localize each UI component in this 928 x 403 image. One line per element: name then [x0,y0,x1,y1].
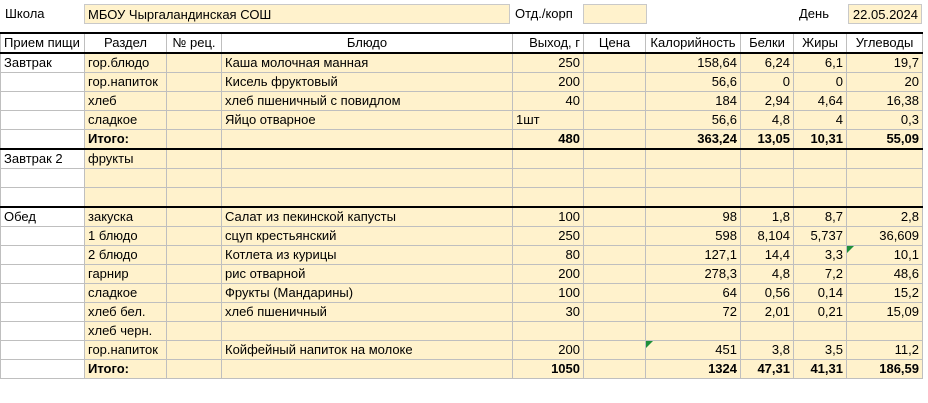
school-value-cell[interactable]: МБОУ Чыргаландинская СОШ [84,4,510,24]
output-cell[interactable]: 250 [513,226,584,245]
meal-cell[interactable] [1,169,85,188]
section-cell[interactable]: 2 блюдо [85,245,167,264]
carbs-cell[interactable] [847,149,923,169]
dish-cell[interactable] [222,188,513,207]
recipe-no-cell[interactable] [167,111,222,130]
calories-cell[interactable]: 72 [646,302,741,321]
table-row [1,245,923,264]
carbs-cell[interactable]: 15,2 [847,283,923,302]
recipe-no-cell[interactable] [167,264,222,283]
col-header-meal: Прием пищи [1,33,85,53]
meal-cell[interactable] [1,321,85,340]
dish-cell[interactable] [222,169,513,188]
fat-cell[interactable]: 4,64 [794,92,847,111]
col-header-dish: Блюдо [222,33,513,53]
table-row [1,149,923,169]
section-cell[interactable]: хлеб бел. [85,302,167,321]
fat-cell[interactable]: 0,14 [794,283,847,302]
output-cell[interactable] [513,321,584,340]
output-cell[interactable]: 200 [513,264,584,283]
fat-cell[interactable] [794,149,847,169]
meal-cell[interactable]: Завтрак [1,53,85,73]
price-cell[interactable] [584,245,646,264]
carbs-cell[interactable]: 48,6 [847,264,923,283]
col-header-output: Выход, г [513,33,584,53]
dish-cell[interactable]: рис отварной [222,264,513,283]
col-header-protein: Белки [741,33,794,53]
section-cell[interactable]: фрукты [85,149,167,169]
recipe-no-cell[interactable] [167,188,222,207]
price-cell[interactable] [584,283,646,302]
meal-cell[interactable] [1,92,85,111]
protein-cell[interactable] [741,188,794,207]
table-row [1,302,923,321]
price-cell[interactable] [584,302,646,321]
price-cell[interactable] [584,149,646,169]
price-cell[interactable] [584,264,646,283]
protein-cell[interactable]: 0 [741,73,794,92]
section-cell[interactable]: хлеб [85,92,167,111]
output-cell[interactable]: 480 [513,130,584,150]
protein-cell[interactable] [741,169,794,188]
calories-cell[interactable]: 278,3 [646,264,741,283]
dish-cell[interactable]: Яйцо отварное [222,111,513,130]
price-cell[interactable] [584,340,646,359]
protein-cell[interactable]: 8,104 [741,226,794,245]
fat-cell[interactable]: 4 [794,111,847,130]
calories-cell[interactable]: 184 [646,92,741,111]
price-cell[interactable] [584,92,646,111]
recipe-no-cell[interactable] [167,321,222,340]
protein-cell[interactable]: 3,8 [741,340,794,359]
section-cell[interactable]: сладкое [85,283,167,302]
section-cell[interactable]: Итого: [85,130,167,150]
dish-cell[interactable]: хлеб пшеничный [222,302,513,321]
section-cell[interactable]: хлеб черн. [85,321,167,340]
section-cell[interactable] [85,169,167,188]
output-cell[interactable]: 200 [513,340,584,359]
fat-cell[interactable]: 0,21 [794,302,847,321]
column-header-row [1,33,923,53]
col-header-carbs: Углеводы [847,33,923,53]
carbs-cell[interactable]: 15,09 [847,302,923,321]
carbs-cell[interactable] [847,169,923,188]
section-cell[interactable] [85,188,167,207]
price-cell[interactable] [584,53,646,73]
calories-cell[interactable] [646,149,741,169]
section-cell[interactable]: Итого: [85,359,167,378]
output-cell[interactable]: 1050 [513,359,584,378]
menu-table [0,32,923,379]
output-cell[interactable] [513,188,584,207]
carbs-cell[interactable]: 186,59 [847,359,923,378]
table-row [1,53,923,73]
output-cell[interactable]: 80 [513,245,584,264]
meal-cell[interactable] [1,188,85,207]
carbs-cell[interactable]: 16,38 [847,92,923,111]
calories-cell[interactable]: 451 [646,340,741,359]
col-header-calories: Калорийность [646,33,741,53]
calories-cell[interactable] [646,188,741,207]
section-cell[interactable]: закуска [85,207,167,227]
meal-cell[interactable] [1,359,85,378]
section-cell[interactable]: гор.напиток [85,340,167,359]
recipe-no-cell[interactable] [167,92,222,111]
carbs-cell[interactable] [847,188,923,207]
calories-cell[interactable]: 1324 [646,359,741,378]
dish-cell[interactable]: сцуп крестьянский [222,226,513,245]
fat-cell[interactable] [794,169,847,188]
protein-cell[interactable]: 2,94 [741,92,794,111]
price-cell[interactable] [584,169,646,188]
protein-cell[interactable] [741,149,794,169]
table-row [1,207,923,227]
calories-cell[interactable] [646,321,741,340]
recipe-no-cell[interactable] [167,226,222,245]
calories-cell[interactable]: 56,6 [646,111,741,130]
fat-cell[interactable]: 5,737 [794,226,847,245]
calories-cell[interactable]: 56,6 [646,73,741,92]
recipe-no-cell[interactable] [167,53,222,73]
dept-value-cell[interactable] [583,4,647,24]
recipe-no-cell[interactable] [167,283,222,302]
recipe-no-cell[interactable] [167,245,222,264]
fat-cell[interactable]: 8,7 [794,207,847,227]
col-header-section: Раздел [85,33,167,53]
col-header-recipe-no: № рец. [167,33,222,53]
fat-cell[interactable] [794,188,847,207]
section-cell[interactable]: гор.напиток [85,73,167,92]
carbs-cell[interactable] [847,321,923,340]
price-cell[interactable] [584,111,646,130]
total-row [1,130,923,150]
recipe-no-cell[interactable] [167,207,222,227]
protein-cell[interactable]: 1,8 [741,207,794,227]
protein-cell[interactable]: 2,01 [741,302,794,321]
table-row [1,92,923,111]
table-row [1,283,923,302]
fat-cell[interactable]: 0 [794,73,847,92]
output-cell[interactable]: 1шт [513,111,584,130]
output-cell[interactable]: 40 [513,92,584,111]
table-row [1,111,923,130]
price-cell[interactable] [584,226,646,245]
fat-cell[interactable]: 7,2 [794,264,847,283]
dish-cell[interactable] [222,359,513,378]
protein-cell[interactable]: 4,8 [741,111,794,130]
price-cell[interactable] [584,207,646,227]
protein-cell[interactable] [741,321,794,340]
carbs-cell[interactable]: 2,8 [847,207,923,227]
school-label: Школа [5,6,45,21]
recipe-no-cell[interactable] [167,73,222,92]
table-row [1,226,923,245]
output-cell[interactable]: 200 [513,73,584,92]
recipe-no-cell[interactable] [167,340,222,359]
meal-cell[interactable] [1,340,85,359]
total-row [1,359,923,378]
fat-cell[interactable]: 10,31 [794,130,847,150]
carbs-cell[interactable]: 55,09 [847,130,923,150]
carbs-cell[interactable]: 10,1 [847,245,923,264]
recipe-no-cell[interactable] [167,302,222,321]
protein-cell[interactable]: 4,8 [741,264,794,283]
dept-label: Отд./корп [515,6,573,21]
output-cell[interactable]: 30 [513,302,584,321]
meal-cell[interactable] [1,111,85,130]
dish-cell[interactable]: хлеб пшеничный с повидлом [222,92,513,111]
sheet-header [0,0,928,28]
section-cell[interactable]: 1 блюдо [85,226,167,245]
fat-cell[interactable]: 3,3 [794,245,847,264]
calories-cell[interactable] [646,169,741,188]
section-cell[interactable]: гарнир [85,264,167,283]
calories-cell[interactable]: 363,24 [646,130,741,150]
meal-cell[interactable] [1,264,85,283]
dish-cell[interactable] [222,130,513,150]
dish-cell[interactable]: Кисель фруктовый [222,73,513,92]
recipe-no-cell[interactable] [167,130,222,150]
price-cell[interactable] [584,130,646,150]
table-row [1,169,923,188]
dish-cell[interactable] [222,149,513,169]
dish-cell[interactable]: Салат из пекинской капусты [222,207,513,227]
carbs-cell[interactable]: 0,3 [847,111,923,130]
meal-cell[interactable]: Обед [1,207,85,227]
table-row [1,73,923,92]
calories-cell[interactable]: 158,64 [646,53,741,73]
carbs-cell[interactable]: 36,609 [847,226,923,245]
dish-cell[interactable] [222,321,513,340]
fat-cell[interactable]: 3,5 [794,340,847,359]
calories-cell[interactable]: 64 [646,283,741,302]
price-cell[interactable] [584,321,646,340]
fat-cell[interactable]: 6,1 [794,53,847,73]
dish-cell[interactable]: Койфейный напиток на молоке [222,340,513,359]
protein-cell[interactable]: 47,31 [741,359,794,378]
dish-cell[interactable]: Фрукты (Мандарины) [222,283,513,302]
calories-cell[interactable]: 127,1 [646,245,741,264]
col-header-price: Цена [584,33,646,53]
fat-cell[interactable] [794,321,847,340]
calories-cell[interactable]: 98 [646,207,741,227]
fat-cell[interactable]: 41,31 [794,359,847,378]
protein-cell[interactable]: 0,56 [741,283,794,302]
meal-cell[interactable] [1,73,85,92]
day-label: День [799,6,829,21]
table-row [1,188,923,207]
carbs-cell[interactable]: 11,2 [847,340,923,359]
meal-cell[interactable] [1,226,85,245]
protein-cell[interactable]: 13,05 [741,130,794,150]
meal-cell[interactable] [1,283,85,302]
protein-cell[interactable]: 14,4 [741,245,794,264]
table-row [1,321,923,340]
output-cell[interactable] [513,169,584,188]
recipe-no-cell[interactable] [167,149,222,169]
carbs-cell[interactable]: 19,7 [847,53,923,73]
table-row [1,340,923,359]
meal-cell[interactable]: Завтрак 2 [1,149,85,169]
output-cell[interactable]: 100 [513,283,584,302]
day-value-cell[interactable]: 22.05.2024 [848,4,922,24]
carbs-cell[interactable]: 20 [847,73,923,92]
output-cell[interactable]: 100 [513,207,584,227]
table-row [1,264,923,283]
protein-cell[interactable]: 6,24 [741,53,794,73]
col-header-fat: Жиры [794,33,847,53]
meal-cell[interactable] [1,245,85,264]
price-cell[interactable] [584,188,646,207]
dish-cell[interactable]: Котлета из курицы [222,245,513,264]
meal-cell[interactable] [1,130,85,150]
section-cell[interactable]: гор.блюдо [85,53,167,73]
meal-cell[interactable] [1,302,85,321]
recipe-no-cell[interactable] [167,169,222,188]
output-cell[interactable]: 250 [513,53,584,73]
output-cell[interactable] [513,149,584,169]
recipe-no-cell[interactable] [167,359,222,378]
price-cell[interactable] [584,359,646,378]
price-cell[interactable] [584,73,646,92]
section-cell[interactable]: сладкое [85,111,167,130]
dish-cell[interactable]: Каша молочная манная [222,53,513,73]
calories-cell[interactable]: 598 [646,226,741,245]
